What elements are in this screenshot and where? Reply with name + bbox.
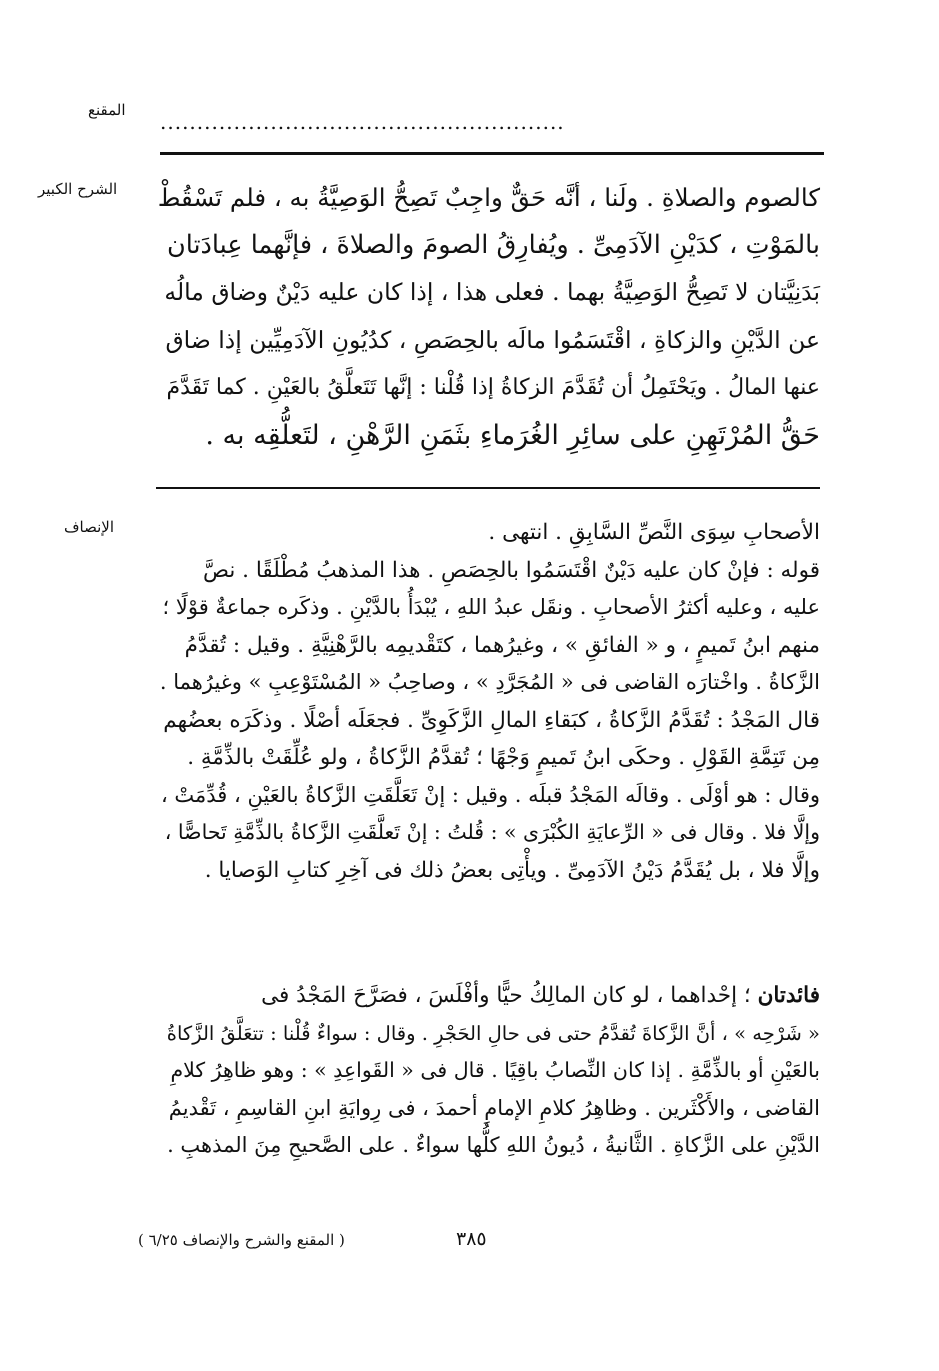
- faidatan-heading: فائدتان: [757, 983, 820, 1008]
- sharh-line: عنها المالُ . ويَحْتَمِلُ أن تُقَدَّمَ الزكاةُ إذا قُلْنا : إنَّها تَتَعلَّقُ بالعَيْنِ . كما تَقَدَّمَ: [166, 375, 820, 400]
- insaf-line: منهم ابنُ تَميمٍ ، و « الفائقِ » ، وغيرُهما ، كتَقْديمِه بالرَّهْنِيَّةِ . وقيل : تُقدَّمُ: [184, 632, 820, 658]
- middle-rule: [156, 487, 820, 489]
- insaf-line: وقال : هو أوْلَى . وقالَه المَجْدُ قبلَه . وقيل : إنْ تَعَلَّقَتِ الزَّكاةُ بالعَيْنِ ، قُدِّمَتْ ،: [160, 782, 820, 807]
- insaf-line: القاضى ، والأَكْثَرين . وظاهِرُ كلامِ الإمامِ أحمدَ ، فى رِوايَةِ ابنِ القاسِمِ ، تَقْديمُ: [168, 1095, 820, 1120]
- insaf-line: الأصحابِ سِوَى النَّصِّ السَّابِقِ . انتهى .: [488, 520, 820, 545]
- insaf-line: وإلَّا فلا . وقال فى « الرِّعايَةِ الكُبْرَى » : قُلتُ : إنْ تَعلَّقَتِ الزَّكاةُ بالذِّمَّةِ تَحاصًّا ،: [164, 820, 820, 844]
- insaf-line: مِن تَتِمَّةِ القَوْلِ . وحكَى ابنُ تَميمٍ وَجْهًا ؛ تُقدَّمُ الزَّكاةُ ، ولو عُلِّقَتْ بالذِّمَّةِ .: [187, 745, 820, 770]
- insaf-line: عليه ، وعليه أكثرُ الأصحابِ . ونقَل عبدُ اللهِ ، يُبْدَأُ بالدَّيْنِ . وذكَره جماعةٌ قوْلًا ؛: [162, 595, 820, 619]
- insaf-line: [156, 977, 820, 1015]
- insaf-line: الدَّيْنِ على الزَّكاةِ . الثَّانيةُ ، دُيونُ اللهِ كلُّها سواءٌ . على الصَّحيحِ مِنَ المذهبِ .: [167, 1133, 820, 1157]
- sharh-kabir-text: [156, 174, 820, 459]
- insaf-text: [156, 514, 820, 889]
- running-title-muqni: المقنع: [88, 101, 126, 119]
- insaf-line: الزَّكاةُ . واخْتارَه القاضى فى « المُجَرَّدِ » ، وصاحِبُ « المُسْتَوْعِبِ » وغيرُهما .: [159, 670, 820, 694]
- insaf-line: « شَرْحِه » ، أنَّ الزَّكاةَ تُقدَّمُ حتى فى حالِ الحَجْرِ . وقال : سواءٌ قُلْنا : تتعَلَّقُ الزَّكاةُ: [166, 1021, 820, 1045]
- volume-reference: ( المقنع والشرح والإنصاف ٦/٢٥ ): [138, 1231, 345, 1249]
- sharh-line: عن الدَّيْنِ والزكاةِ ، اقْتَسَمُوا مالَه بالحِصَصِ ، كدُيُونِ الآدَمِيِّين إذا ضاق: [165, 325, 820, 354]
- insaf-line: وإلَّا فلا ، بل يُقَدَّمُ دَيْنُ الآدَمِىِّ . ويأْتِى بعضُ ذلك فى آخِرِ كتابِ الوَصايا .: [204, 857, 820, 883]
- insaf-line: قوله : فإنْ كان عليه دَيْنٌ اقْتَسَمُوا بالحِصَصِ . هذا المذهبُ مُطْلَقًا . نصَّ: [203, 557, 820, 583]
- faidatan-line-start: ؛ إحْداهما ، لو كان المالِكُ حيًّا وأفْلَسَ ، فصَرَّحَ المَجْدُ فى: [261, 983, 758, 1008]
- sharh-line: بالمَوْتِ ، كدَيْنِ الآدَمِىِّ . ويُفارِقُ الصومَ والصلاةَ ، فإنَّهما عِبادَتان: [166, 229, 820, 260]
- page-number: ٣٨٥: [456, 1228, 487, 1250]
- faidatan-text: [156, 977, 820, 1165]
- insaf-line: بالعَيْنِ أو بالذِّمَّةِ . إذا كان النِّصابُ باقِيًا . قال فى « القَواعِدِ » : وهو ظاهِرُ كلامِ: [170, 1058, 820, 1082]
- top-rule: [160, 152, 824, 155]
- dotted-separator: .......................................................: [160, 112, 565, 132]
- sharh-line: كالصوم والصلاةِ . ولَنا ، أنَّه حَقٌّ واجِبٌ تَصِحُّ الوَصِيَّةُ به ، فلم تَسْقُطْ: [157, 183, 820, 212]
- sharh-line: بَدَنِيَّتان لا تَصِحُّ الوَصِيَّةُ بهما . فعلى هذا ، إذا كان عليه دَيْنٌ وضاق مالُه: [164, 278, 820, 306]
- insaf-label: الإنصاف: [64, 518, 115, 536]
- sharh-line: حَقُّ المُرْتَهِنِ على سائِرِ الغُرَماءِ بثَمَنِ الرَّهْنِ ، لتَعلُّقِه به .: [205, 419, 820, 451]
- insaf-line: قال المَجْدُ : تُقَدَّمُ الزَّكاةُ ، كبَقاءِ المالِ الزَّكَوِىِّ . فجعَلَه أصْلًا . وذكَرَه بعضُهم: [163, 707, 820, 733]
- sharh-kabir-label: الشرح الكبير: [38, 180, 118, 198]
